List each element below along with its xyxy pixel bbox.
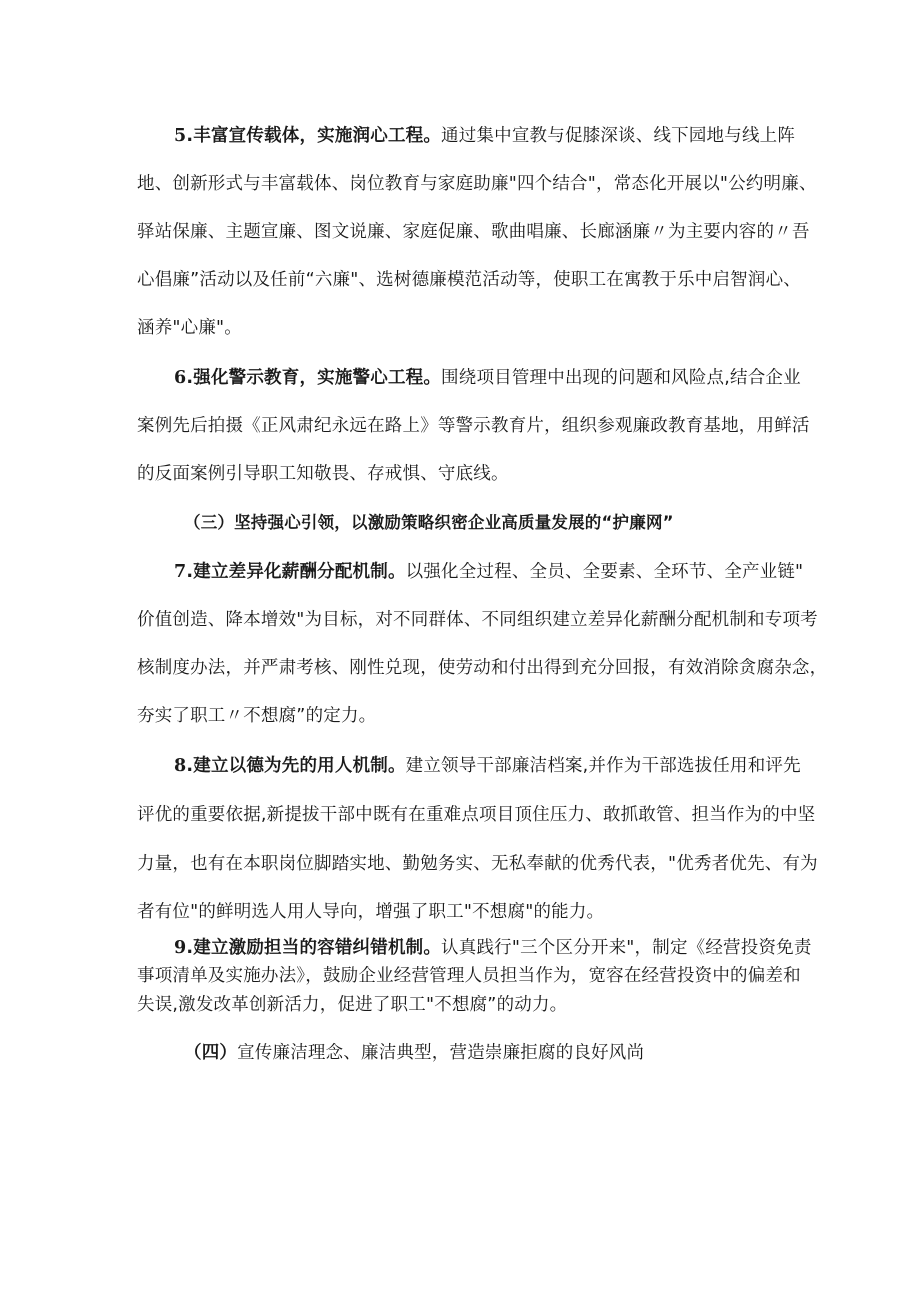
paragraph-text: 以强化全过程、全员、全要素、全环节、全产业链" [405, 562, 804, 582]
paragraph-heading: .建立差异化薪酬分配机制。 [186, 562, 406, 582]
paragraph-5-line-2: 地、创新形式与丰富载体、岗位教育与家庭助廉"四个结合"，常态化开展以"公约明廉、 [137, 174, 817, 194]
paragraph-number: 5 [174, 126, 187, 146]
paragraph-7-line-2: 价值创造、降本增效"为目标，对不同群体、不同组织建立差异化薪酬分配机制和专项考 [137, 610, 818, 630]
paragraph-8-line-3: 力量，也有在本职岗位脚踏实地、勤勉务实、无私奉献的优秀代表，"优秀者优先、有为 [137, 854, 818, 874]
section-heading-4 [184, 1041, 644, 1065]
paragraph-8-line-4: 者有位"的鲜明选人用人导向，增强了职工"不想腐"的能力。 [137, 902, 605, 922]
paragraph-heading: .强化警示教育，实施警心工程。 [186, 368, 442, 388]
paragraph-8-line-2: 评优的重要依据,新提拔干部中既有在重难点项目顶住压力、敢抓敢管、担当作为的中坚 [137, 805, 816, 825]
paragraph-6-line-1 [174, 366, 801, 390]
paragraph-heading: .建立激励担当的容错纠错机制。 [186, 938, 442, 958]
paragraph-8-line-1 [174, 754, 801, 778]
paragraph-5-line-4: 心倡廉”活动以及任前“六廉"、选树德廉模范活动等，使职工在寓教于乐中启智润心、 [137, 270, 801, 290]
paragraph-text: 围绕项目管理中出现的问题和风险点,结合企业 [441, 368, 801, 388]
section-heading-3: （三）坚持强心引领，以激励策略织密企业高质量发展的“护廉网” [184, 513, 674, 532]
paragraph-number: 6 [174, 368, 187, 388]
section-heading-text: 宣传廉洁理念、廉洁典型，营造崇廉拒腐的良好风尚 [237, 1043, 645, 1063]
paragraph-5-line-1 [174, 124, 795, 148]
paragraph-7-line-3: 核制度办法，并严肃考核、刚性兑现，使劳动和付出得到充分回报，有效消除贪腐杂念， [137, 658, 828, 678]
paragraph-9-line-3: 失误,激发改革创新活力，促进了职工"不想腐”的动力。 [137, 995, 568, 1015]
paragraph-number: 8 [174, 756, 187, 776]
paragraph-9-line-1 [174, 936, 812, 960]
paragraph-6-line-3: 的反面案例引导职工知敬畏、存戒惧、守底线。 [137, 464, 509, 484]
paragraph-text: 通过集中宣教与促膝深谈、线下园地与线上阵 [441, 126, 796, 146]
paragraph-5-line-5: 涵养"心廉"。 [137, 318, 242, 338]
paragraph-number: 9 [174, 938, 187, 958]
section-heading-number: （四） [184, 1043, 238, 1063]
paragraph-6-line-2: 案例先后拍摄《正风肃纪永远在路上》等警示教育片，组织参观廉政教育基地，用鲜活 [137, 416, 810, 436]
paragraph-text: 建立领导干部廉洁档案,并作为干部选拔任用和评先 [405, 756, 801, 776]
paragraph-7-line-4: 夯实了职工〃不想腐”的定力。 [137, 706, 377, 726]
paragraph-5-line-3: 驿站保廉、主题宣廉、图文说廉、家庭促廉、歌曲唱廉、长廊涵廉〃为主要内容的〃吾 [137, 222, 810, 242]
paragraph-heading: .建立以德为先的用人机制。 [186, 756, 406, 776]
paragraph-7-line-1 [174, 560, 803, 584]
paragraph-heading: .丰富宣传载体，实施润心工程。 [186, 126, 442, 146]
paragraph-9-line-2: 事项清单及实施办法》，鼓励企业经营管理人员担当作为，宽容在经营投资中的偏差和 [137, 966, 801, 986]
paragraph-number: 7 [174, 562, 187, 582]
paragraph-text: 认真践行"三个区分开来"，制定《经营投资免责 [441, 938, 812, 958]
